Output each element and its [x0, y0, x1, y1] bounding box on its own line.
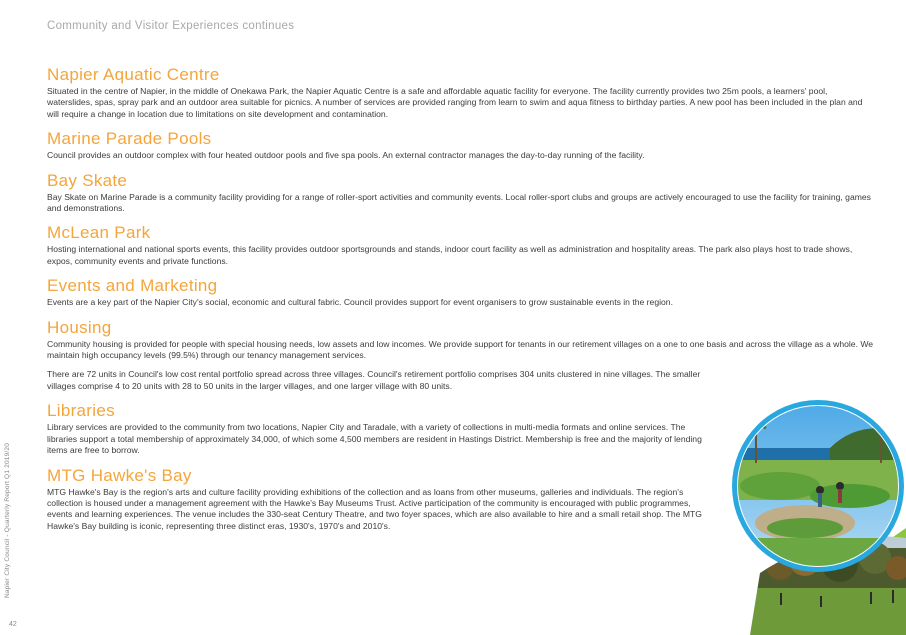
section-paragraph: Hosting international and national sports events, this facility provides outdoor sportsgrounds and stands, indoor court facility as well as administration and hospitality areas. The park also plays host to trade shows, expos, community events and private functions.: [47, 244, 853, 266]
section-title: MTG Hawke's Bay: [47, 465, 192, 485]
section-title: Marine Parade Pools: [47, 129, 212, 149]
section-mclean-park: [47, 222, 875, 267]
page-number: 42: [9, 621, 17, 628]
section-title: Libraries: [47, 401, 115, 421]
section-title: McLean Park: [47, 223, 151, 243]
section-paragraph: Bay Skate on Marine Parade is a community facility providing for a range of roller-sport activities and community events. Local roller-sport clubs and groups are actively encouraged to use the facility for training, games and demonstrations.: [47, 191, 871, 214]
section-paragraph: Council provides an outdoor complex with four heated outdoor pools and five spa pools. An external contractor manages the day-to-day running of the facility.: [47, 150, 645, 161]
section-bay-skate: [47, 170, 875, 215]
section-napier-aquatic-centre: [47, 64, 875, 120]
decorative-photo-collage: [720, 378, 906, 635]
section-title: Housing: [47, 317, 112, 337]
section-paragraph: There are 72 units in Council's low cost rental portfolio spread across three villages. Council's retirement portfolio comprises 304 units clustered in nine villages. The smaller villages comprise 4 to 20 units with 28 to 50 units in the larger villages, and one larger village with 80 units.: [47, 369, 701, 391]
section-paragraph: Library services are provided to the community from two locations, Napier City and Taradale, with a variety of collections in multi-media formats and online services. The libraries support a total membership of approximately 34,000, of which some 4,500 members are resident in Hastings District. Membership is free and the majority of lending items are free to borrow.: [47, 422, 702, 456]
section-paragraph: Community housing is provided for people with special housing needs, low assets and low incomes. We provide support for tenants in our retirement villages on a one to one basis and across the village as a whole. We maintain high occupancy levels (99.5%) through our tenancy management services.: [47, 338, 874, 361]
side-label: Napier City Council - Quarterly Report Q1 2019/20: [4, 442, 11, 598]
section-paragraph: Situated in the centre of Napier, in the middle of Onekawa Park, the Napier Aquatic Centre is a safe and affordable aquatic facility for everyone. The facility currently provides two 25m pools, a learners' pool, waterslides, spas, spray park and an outdoor area suitable for picnics. A number of services are provided ranging from learn to swim and aqua fitness to birthday parties. A new pool has been included in the plan and will require a change in location due to limitations on site development and contamination.: [47, 86, 863, 119]
running-head: Community and Visitor Experiences continues: [47, 20, 295, 32]
section-title: Napier Aquatic Centre: [47, 65, 220, 84]
section-events-and-marketing: [47, 275, 875, 308]
section-marine-parade-pools: [47, 128, 875, 161]
section-title: Bay Skate: [47, 170, 128, 190]
section-paragraph: MTG Hawke's Bay is the region's arts and culture facility providing exhibitions of the collection and as loans from other museums, galleries and individuals. The region's collection is housed under a management agreement with the Hawke's Bay Museums Trust. Active participation of the community is encouraged with public programmes, events and learning experiences. The venue includes the 330-seat Century Theatre, and two foyer spaces, which are also available to hire and a small retail shop. The MTG Hawke's Bay building is iconic, representing three distinct eras, 1930's, 1970's and 2010's.: [47, 486, 702, 531]
section-paragraph: Events are a key part of the Napier City's social, economic and cultural fabric. Council provides support for event organisers to grow sustainable events in the region.: [47, 297, 673, 308]
section-title: Events and Marketing: [47, 276, 218, 296]
